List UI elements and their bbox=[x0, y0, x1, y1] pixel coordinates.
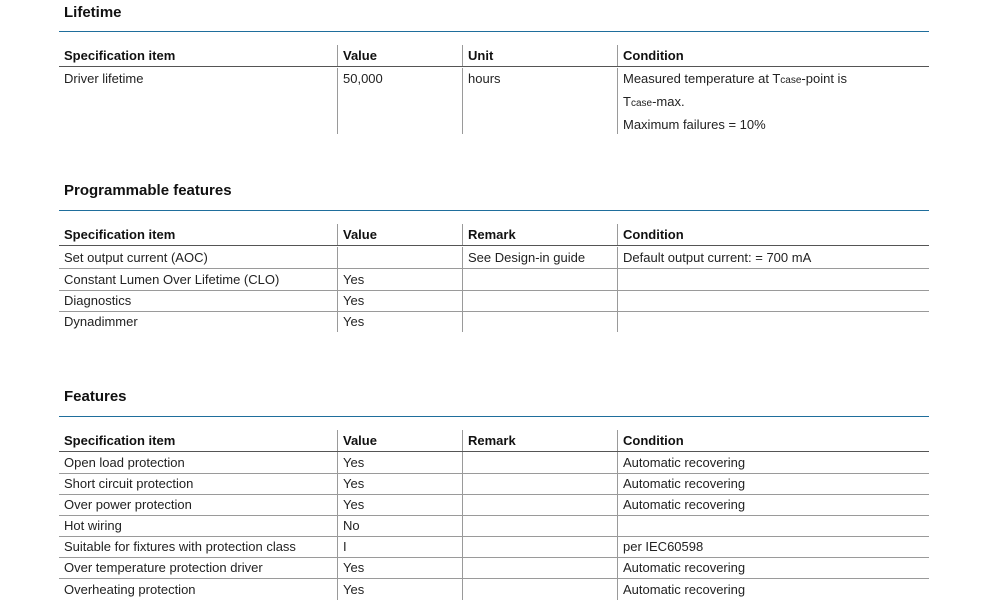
cell-remark bbox=[462, 473, 617, 494]
cell-value: No bbox=[337, 515, 462, 536]
features-section-rule bbox=[59, 416, 929, 417]
header-value: Value bbox=[337, 430, 462, 451]
cell-condition: Default output current: = 700 mA bbox=[617, 247, 929, 268]
cell-condition: Automatic recovering bbox=[617, 579, 929, 600]
cell-item: Driver lifetime bbox=[64, 71, 144, 86]
cell-condition: Automatic recovering bbox=[617, 557, 929, 578]
table-header-row bbox=[59, 430, 929, 452]
cell-remark bbox=[462, 290, 617, 311]
header-unit: Unit bbox=[462, 45, 617, 66]
header-remark: Remark bbox=[462, 430, 617, 451]
table-row bbox=[59, 473, 929, 495]
programmable-section-rule bbox=[59, 210, 929, 211]
cell-condition: Automatic recovering bbox=[617, 494, 929, 515]
header-specification-item: Specification item bbox=[64, 433, 176, 448]
programmable-section-title: Programmable features bbox=[64, 182, 232, 199]
header-condition: Condition bbox=[617, 45, 929, 66]
cell-condition bbox=[617, 311, 929, 332]
condition-line-1: Measured temperature at Tcase-point is bbox=[623, 71, 847, 86]
lifetime-section-rule bbox=[59, 31, 929, 32]
table-row bbox=[59, 536, 929, 558]
cell-condition bbox=[617, 269, 929, 290]
table-row bbox=[59, 290, 929, 312]
table-row bbox=[59, 452, 929, 474]
cell-remark bbox=[462, 311, 617, 332]
cell-value: Yes bbox=[337, 269, 462, 290]
header-value: Value bbox=[337, 224, 462, 245]
features-section-title: Features bbox=[64, 388, 127, 405]
cell-item: Over power protection bbox=[64, 497, 192, 512]
cell-remark bbox=[462, 557, 617, 578]
cell-value: Yes bbox=[337, 557, 462, 578]
cell-condition bbox=[617, 515, 929, 536]
cell-item: Overheating protection bbox=[64, 582, 196, 597]
cell-value: I bbox=[337, 536, 462, 557]
cell-item: Set output current (AOC) bbox=[64, 250, 208, 265]
table-row bbox=[59, 494, 929, 516]
header-value: Value bbox=[337, 45, 462, 66]
table-header-row bbox=[59, 224, 929, 246]
cell-remark bbox=[462, 494, 617, 515]
cell-item: Open load protection bbox=[64, 455, 185, 470]
cell-value: Yes bbox=[337, 452, 462, 473]
cell-remark bbox=[462, 452, 617, 473]
cell-remark bbox=[462, 269, 617, 290]
table-row bbox=[59, 557, 929, 579]
table-row bbox=[59, 579, 929, 600]
cell-item: Suitable for fixtures with protection class bbox=[64, 539, 296, 554]
cell-item: Over temperature protection driver bbox=[64, 560, 263, 575]
header-remark: Remark bbox=[462, 224, 617, 245]
cell-item: Dynadimmer bbox=[64, 314, 138, 329]
cell-remark: See Design-in guide bbox=[462, 247, 617, 268]
table-header-row bbox=[59, 45, 929, 67]
cell-value: Yes bbox=[337, 473, 462, 494]
cell-item: Diagnostics bbox=[64, 293, 132, 308]
cell-unit: hours bbox=[462, 68, 617, 134]
cell-condition: Automatic recovering bbox=[617, 473, 929, 494]
cell-value: Yes bbox=[337, 311, 462, 332]
cell-value: Yes bbox=[337, 290, 462, 311]
cell-condition bbox=[617, 68, 929, 134]
cell-remark bbox=[462, 515, 617, 536]
cell-item: Short circuit protection bbox=[64, 476, 194, 491]
header-condition: Condition bbox=[617, 430, 929, 451]
condition-line-3: Maximum failures = 10% bbox=[623, 117, 766, 132]
table-row bbox=[59, 247, 929, 269]
cell-value: 50,000 bbox=[337, 68, 462, 134]
table-row bbox=[59, 515, 929, 537]
cell-remark bbox=[462, 536, 617, 557]
condition-line-2: Tcase-max. bbox=[623, 94, 685, 109]
cell-remark bbox=[462, 579, 617, 600]
header-specification-item: Specification item bbox=[64, 48, 176, 63]
lifetime-section-title: Lifetime bbox=[64, 4, 122, 21]
cell-item: Hot wiring bbox=[64, 518, 122, 533]
header-condition: Condition bbox=[617, 224, 929, 245]
cell-value bbox=[337, 247, 462, 268]
table-row bbox=[59, 269, 929, 291]
cell-condition bbox=[617, 290, 929, 311]
cell-value: Yes bbox=[337, 579, 462, 600]
table-row bbox=[59, 311, 929, 332]
table-row bbox=[59, 68, 929, 134]
cell-condition: Automatic recovering bbox=[617, 452, 929, 473]
cell-item: Constant Lumen Over Lifetime (CLO) bbox=[64, 272, 280, 287]
header-specification-item: Specification item bbox=[64, 227, 176, 242]
cell-value: Yes bbox=[337, 494, 462, 515]
cell-condition: per IEC60598 bbox=[617, 536, 929, 557]
